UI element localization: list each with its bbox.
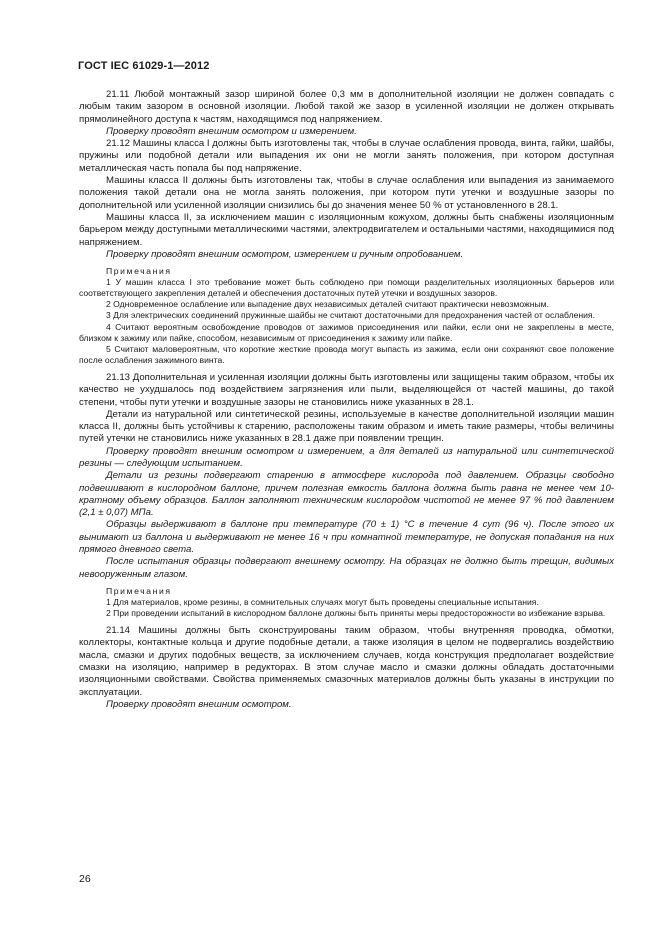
document-body bbox=[79, 89, 614, 711]
note-item: 1 У машин класса I это требование может быть соблюдено при помощи разделительных изоляционных барьеров или соответствующего закрепления деталей и обеспечения достаточных путей утечки и воздушных зазоров. bbox=[79, 277, 614, 299]
notes-title: Примечания bbox=[106, 266, 172, 277]
section-21-13-check: Проверку проводят внешним осмотром и измерением, а для деталей из натуральной или синтетической резины — следующим испытанием. bbox=[79, 445, 614, 469]
page-number: 26 bbox=[79, 873, 91, 885]
section-21-12-check: Проверку проводят внешним осмотром, измерением и ручным опробованием. bbox=[106, 248, 464, 260]
note-item: 2 При проведении испытаний в кислородном баллоне должны быть приняты меры предосторожности во избежание взрыва. bbox=[106, 608, 606, 619]
section-21-13-test-2: Образцы выдерживают в баллоне при температуре (70 ± 1) °С в течение 4 сут (96 ч). После этого их вынимают из баллона и выдерживают не менее 16 ч при комнатной температуре, не допуская попадания на них прямого дневного света. bbox=[79, 519, 614, 556]
note-item: 3 Для электрических соединений пружинные шайбы не считают достаточными для предохранения частей от ослабления. bbox=[106, 310, 595, 321]
note-item: 4 Считают вероятным освобождение проводов от зажимов присоединения или пайки, если они не закреплены в месте, близком к зажиму или пайке, способом, независимым от присоединения к зажиму или пайке. bbox=[79, 321, 614, 343]
section-21-14-paragraph: 21.14 Машины должны быть сконструированы таким образом, чтобы внутренняя проводка, обмотки, коллекторы, контактные кольца и другие подобные детали, а также изоляция в целом не подвергались воздействию масла, смазки и других подобных веществ, за исключением случаев, когда конструкция предполагает воздействие смазки на изоляцию, например в редукторах. В этом случае масло и смазки должны обладать достаточными изоляционными свойствами. Свойства применяемых смазочных материалов должны быть указаны в инструкции по эксплуатации. bbox=[79, 625, 614, 698]
section-21-12-paragraph: 21.12 Машины класса I должны быть изготовлены так, чтобы в случае ослабления провода, винта, гайки, шайбы, пружины или подобной детали или выпадения их они не могли занять положения, при котором доступная металлическая часть попала бы под напряжение. bbox=[79, 138, 614, 174]
section-21-13-paragraph: 21.13 Дополнительная и усиленная изоляции должны быть изготовлены или защищены таким образом, чтобы их качество не ухудшалось под воздействием загрязнения или пыли, выделяющейся от частей машины, до такой степени, чтобы пути утечки и воздушные зазоры не становились ниже указанных в 28.1. bbox=[79, 371, 614, 408]
section-21-11-paragraph: 21.11 Любой монтажный зазор шириной более 0,3 мм в дополнительной изоляции не должен совпадать с любым таким зазором в основной изоляции. Любой такой же зазор в усиленной изоляции не должен открывать прямолинейного доступа к частям, находящимся под напряжением. bbox=[79, 89, 614, 125]
notes-title: Примечания bbox=[106, 585, 172, 596]
note-item: 2 Одновременное ослабление или выпадение двух независимых деталей считают практически невозможным. bbox=[106, 299, 549, 310]
section-21-13-test-1: Детали из резины подвергают старению в атмосфере кислорода под давлением. Образцы свободно подвешивают в кислородном баллоне, причем полезная емкость баллона должна быть равна не менее чем 10-кратному объему образцов. Баллон заполняют техническим кислородом чистотой не менее 97 % под давлением (2,1 ± 0,07) МПа. bbox=[79, 470, 614, 519]
document-header: ГОСТ IEC 61029-1—2012 bbox=[78, 60, 210, 72]
section-21-13-paragraph-2: Детали из натуральной или синтетической резины, используемые в качестве дополнительной изоляции машин класса II, должны быть устойчивы к старению, расположены таким образом и иметь такие размеры, чтобы величины путей утечки не становились ниже указанных в 28.1 даже при появлении трещин. bbox=[79, 408, 614, 445]
section-21-12-paragraph-3: Машины класса II, за исключением машин с изоляционным кожухом, должны быть снабжены изоляционным барьером между доступными металлическими частями, электродвигателем и остальными частями, находящимися под напряжением. bbox=[79, 211, 614, 248]
section-21-12-paragraph-2: Машины класса II должны быть изготовлены так, чтобы в случае ослабления или выпадения из занимаемого положения такой детали она не могла занять положения, при котором пути утечки и воздушные зазоры по дополнительной или усиленной изоляции снизились бы до значения менее 50 % от установленного в 28.1. bbox=[79, 175, 614, 211]
section-21-13-test-3: После испытания образцы подвергают внешнему осмотру. На образцах не должно быть трещин, видимых невооруженным глазом. bbox=[79, 556, 614, 580]
note-item: 5 Считают маловероятным, что короткие жесткие провода могут выпасть из зажима, если они сохраняют свое положение после ослабления зажимного винта. bbox=[79, 343, 614, 365]
section-21-14-check: Проверку проводят внешним осмотром. bbox=[106, 698, 292, 710]
section-21-11-check: Проверку проводят внешним осмотром и измерением. bbox=[106, 125, 357, 137]
note-item: 1 Для материалов, кроме резины, в сомнительных случаях могут быть проведены специальные испытания. bbox=[106, 596, 539, 607]
